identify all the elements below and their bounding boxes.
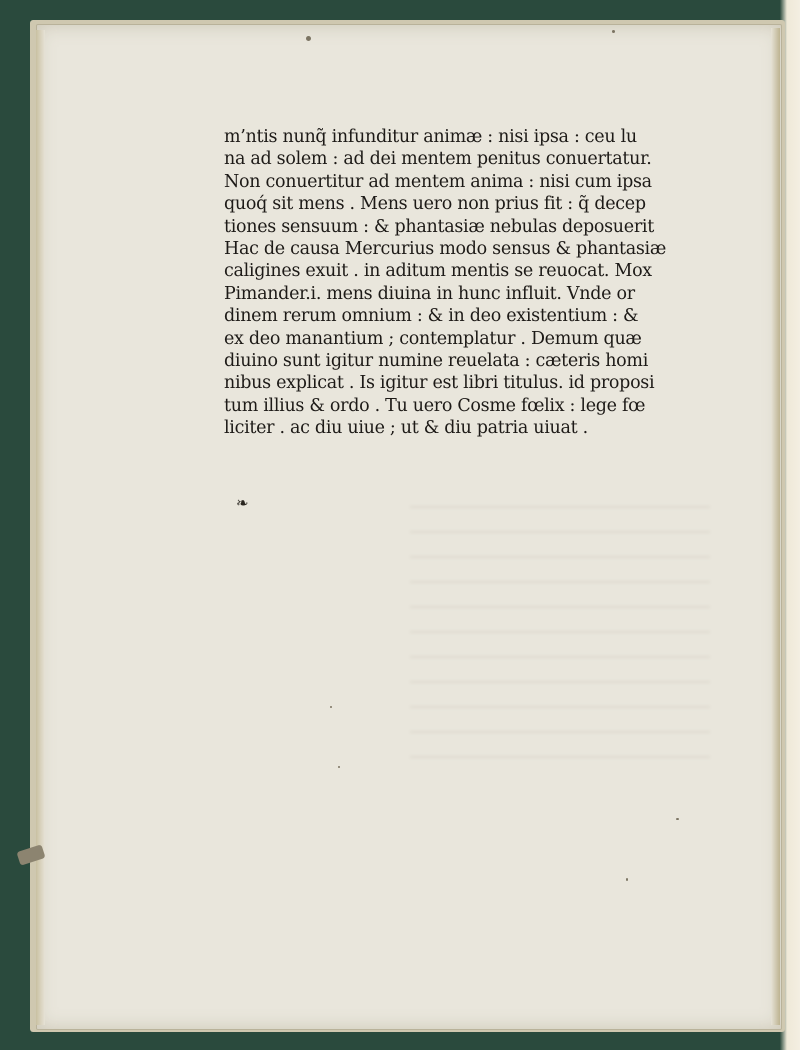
text-line: ex deo manantium ; contemplatur . Demum quæ (224, 328, 642, 349)
end-mark-icon: ❧ (236, 494, 249, 512)
text-line: na ad solem : ad dei mentem penitus conuertatur. (224, 149, 652, 170)
paper-speck (612, 30, 615, 33)
show-through-texture (410, 490, 710, 780)
page-left-edge (36, 30, 45, 1025)
text-line: m’ntis nunq̃ infunditur animæ : nisi ipsa : ceu lu (224, 127, 637, 147)
paper-speck (330, 706, 332, 708)
text-line: Pimander.i. mens diuina in hunc influit. Vnde or (224, 283, 635, 304)
paper-speck (626, 878, 628, 881)
text-line: quoq́ sit mens . Mens uero non prius fit : q̃ decep (224, 194, 646, 215)
text-line: tiones sensuum : & phantasiæ nebulas deposuerit (224, 216, 654, 237)
text-line: caligines exuit . in aditum mentis se reuocat. Mox (224, 261, 652, 282)
text-line: tum illius & ordo . Tu uero Cosme fœlix : lege fœ (224, 395, 646, 416)
text-line: Hac de causa Mercurius modo sensus & phantasiæ (224, 238, 666, 259)
text-line: liciter . ac diu uiue ; ut & diu patria uiuat . (224, 418, 588, 439)
text-line: diuino sunt igitur numine reuelata : cæteris homi (224, 350, 649, 371)
page-right-edge (771, 28, 780, 1025)
paper-speck (306, 36, 311, 41)
text-line: nibus explicat . Is igitur est libri titulus. id proposi (224, 373, 655, 394)
text-line: dinem rerum omnium : & in deo existentium : & (224, 306, 639, 327)
body-text (224, 126, 664, 439)
text-line: Non conuertitur ad mentem anima : nisi cum ipsa (224, 171, 652, 192)
paper-speck (338, 766, 340, 768)
paper-speck (676, 818, 679, 820)
